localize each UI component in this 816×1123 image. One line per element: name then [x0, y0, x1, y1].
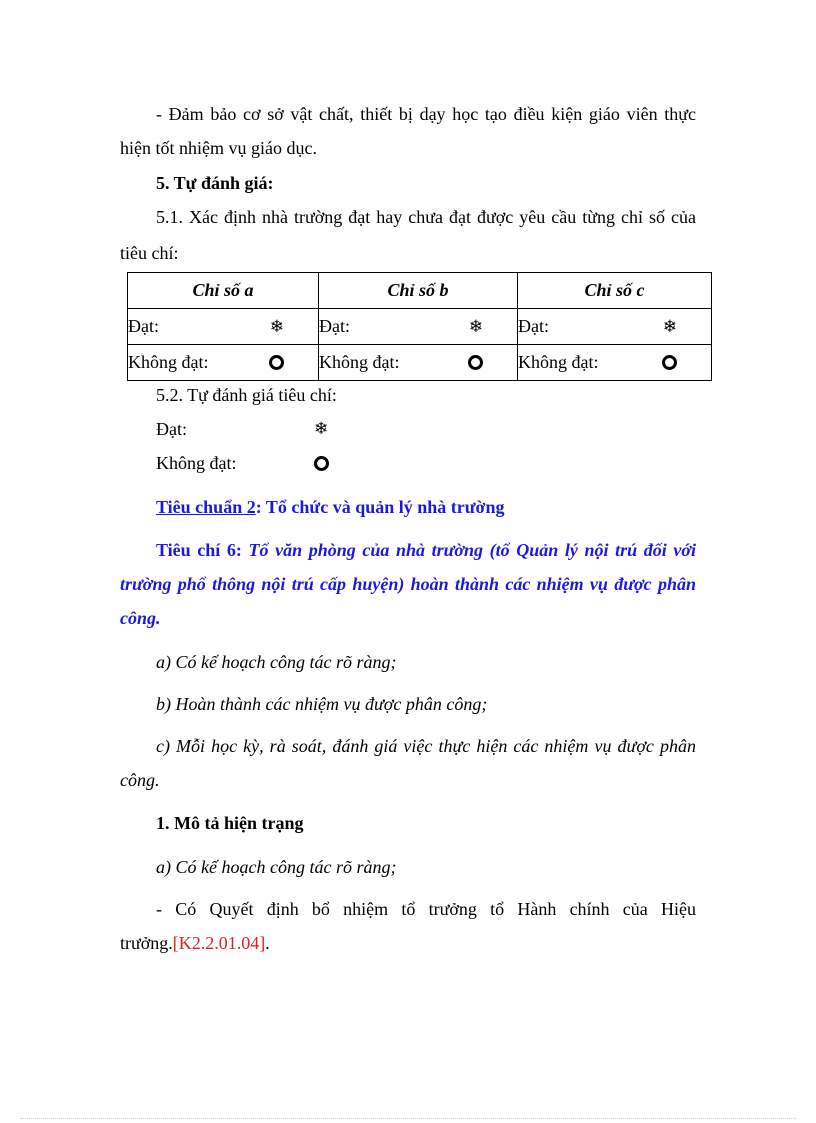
- criterion-line3: công.: [120, 608, 161, 628]
- self-eval-pass: [156, 412, 356, 446]
- standard-heading: [120, 490, 696, 524]
- self-eval-fail-label: Không đạt:: [156, 453, 237, 473]
- self-eval-pass-label: Đạt:: [156, 419, 187, 439]
- header-indicator-a: Chỉ số a: [128, 273, 319, 309]
- snowflake-icon: ❄: [269, 317, 284, 336]
- item-c-line2: công.: [120, 770, 160, 790]
- paragraph-facilities-line1: - Đảm bảo cơ sở vật chất, thiết bị dạy học tạo điều kiện giáo viên thực: [156, 104, 696, 124]
- page-bottom-divider: [20, 1118, 796, 1119]
- cell-b-fail: [319, 345, 518, 381]
- table-header-row: [128, 273, 712, 309]
- cell-b-pass: [319, 309, 518, 345]
- decision-text: trưởng.: [120, 933, 173, 953]
- cell-c-pass: [518, 309, 712, 345]
- item-c-line1: c) Mỗi học kỳ, rà soát, đánh giá việc thực hiện các nhiệm vụ được phân: [156, 736, 696, 756]
- snowflake-icon: ❄: [662, 317, 677, 336]
- cell-a-fail: [128, 345, 319, 381]
- self-eval-fail: [156, 446, 356, 480]
- decision-line1: - Có Quyết định bổ nhiệm tổ trưởng tổ Hành chính của Hiệu: [156, 899, 696, 919]
- header-indicator-c: Chỉ số c: [518, 273, 712, 309]
- pass-label: Đạt:: [128, 316, 159, 336]
- section-5-1-line1: 5.1. Xác định nhà trường đạt hay chưa đạt được yêu cầu từng chỉ số của: [156, 207, 696, 227]
- ring-icon: [269, 355, 284, 370]
- paragraph-facilities-line2: hiện tốt nhiệm vụ giáo dục.: [120, 138, 317, 158]
- snowflake-icon: ❄: [314, 419, 329, 438]
- section-1-item-a: a) Có kế hoạch công tác rõ ràng;: [156, 857, 397, 877]
- snowflake-icon: ❄: [468, 317, 483, 336]
- header-indicator-b: Chỉ số b: [319, 273, 518, 309]
- standard-separator: :: [255, 497, 262, 517]
- ring-icon: [314, 456, 329, 471]
- standard-label: Tiêu chuẩn 2: [156, 497, 256, 517]
- fail-label: Không đạt:: [319, 352, 400, 372]
- indicator-table: [127, 272, 712, 381]
- cell-c-fail: [518, 345, 712, 381]
- fail-label: Không đạt:: [518, 352, 599, 372]
- section-5-1-line2: tiêu chí:: [120, 243, 179, 263]
- fail-label: Không đạt:: [128, 352, 209, 372]
- table-row-fail: [128, 345, 712, 381]
- criterion-label: Tiêu chí 6:: [156, 540, 249, 560]
- decision-end: .: [265, 933, 270, 953]
- section-5-2: 5.2. Tự đánh giá tiêu chí:: [156, 385, 337, 405]
- pass-label: Đạt:: [319, 316, 350, 336]
- criterion-line1: [120, 533, 696, 567]
- item-a: a) Có kế hoạch công tác rõ ràng;: [156, 652, 397, 672]
- section-1-title: 1. Mô tả hiện trạng: [156, 813, 304, 833]
- evidence-reference: [K2.2.01.04]: [172, 933, 266, 953]
- decision-line2: [120, 926, 696, 960]
- pass-label: Đạt:: [518, 316, 549, 336]
- standard-title: Tổ chức và quản lý nhà trường: [265, 497, 505, 517]
- criterion-line2: trường phổ thông nội trú cấp huyện) hoàn thành các nhiệm vụ được phân: [120, 574, 696, 594]
- item-b: b) Hoàn thành các nhiệm vụ được phân công;: [156, 694, 488, 714]
- section-5-title: 5. Tự đánh giá:: [156, 173, 274, 193]
- cell-a-pass: [128, 309, 319, 345]
- criterion-text-line1: Tổ văn phòng của nhà trường (tổ Quản lý nội trú đối với: [248, 540, 696, 560]
- ring-icon: [468, 355, 483, 370]
- ring-icon: [662, 355, 677, 370]
- table-row-pass: [128, 309, 712, 345]
